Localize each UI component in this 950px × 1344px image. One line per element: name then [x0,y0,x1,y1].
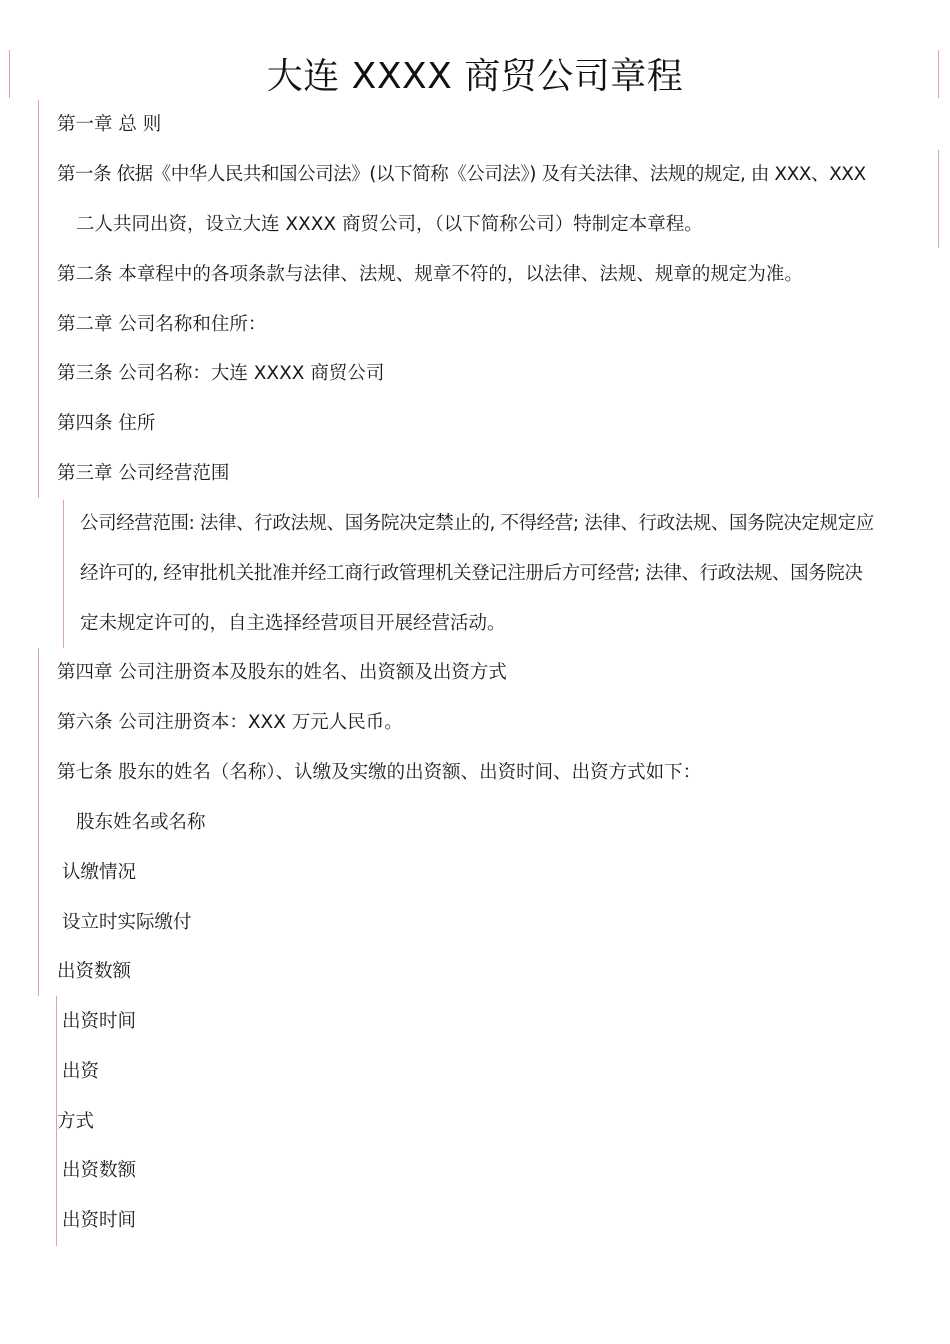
business-scope-line-2: 经许可的, 经审批机关批准并经工商行政管理机关登记注册后方可经营; 法律、行政法规、国务院决 [80,563,863,584]
article-7: 第七条 股东的姓名（名称）、认缴及实缴的出资额、出资时间、出资方式如下： [57,762,702,783]
table-header-time-2: 出资时间 [62,1210,137,1231]
table-header-contribution: 出资 [62,1061,100,1082]
chapter-3-heading: 第三章 公司经营范围 [57,463,230,484]
article-1-line-2: 二人共同出资，设立大连 XXXX 商贸公司，（以下简称公司）特制定本章程。 [76,214,703,235]
chapter-4-heading: 第四章 公司注册资本及股东的姓名、出资额及出资方式 [57,662,507,683]
table-header-amount: 出资数额 [57,961,132,982]
document-title: 大连 XXXX 商贸公司章程 [266,56,684,97]
table-header-paid-at-establishment: 设立时实际缴付 [62,912,192,933]
article-4: 第四条 住所 [57,413,156,434]
business-scope-line-3: 定未规定许可的，自主选择经营项目开展经营活动。 [80,613,506,634]
margin-bar [63,500,64,648]
article-3: 第三条 公司名称：大连 XXXX 商贸公司 [57,363,385,384]
business-scope-line-1: 公司经营范围: 法律、行政法规、国务院决定禁止的, 不得经营; 法律、行政法规、国务院决定规定应 [80,513,874,534]
chapter-2-heading: 第二章 公司名称和住所： [57,314,267,335]
table-header-shareholder-name: 股东姓名或名称 [76,812,206,833]
article-2: 第二条 本章程中的各项条款与法律、法规、规章不符的，以法律、法规、规章的规定为准。 [57,264,803,285]
margin-bar [938,150,939,248]
chapter-1-heading: 第一章 总 则 [57,114,162,135]
article-6: 第六条 公司注册资本：XXX 万元人民币。 [57,712,403,733]
table-header-subscribed: 认缴情况 [62,862,137,883]
table-header-time: 出资时间 [62,1011,137,1032]
margin-bar [38,648,39,996]
article-1-line-1: 第一条 依据《中华人民共和国公司法》(以下简称《公司法》) 及有关法律、法规的规定, 由 XXX、XXX [57,164,866,185]
table-header-amount-2: 出资数额 [62,1160,137,1181]
margin-bar [38,100,39,498]
table-header-method: 方式 [57,1111,95,1132]
